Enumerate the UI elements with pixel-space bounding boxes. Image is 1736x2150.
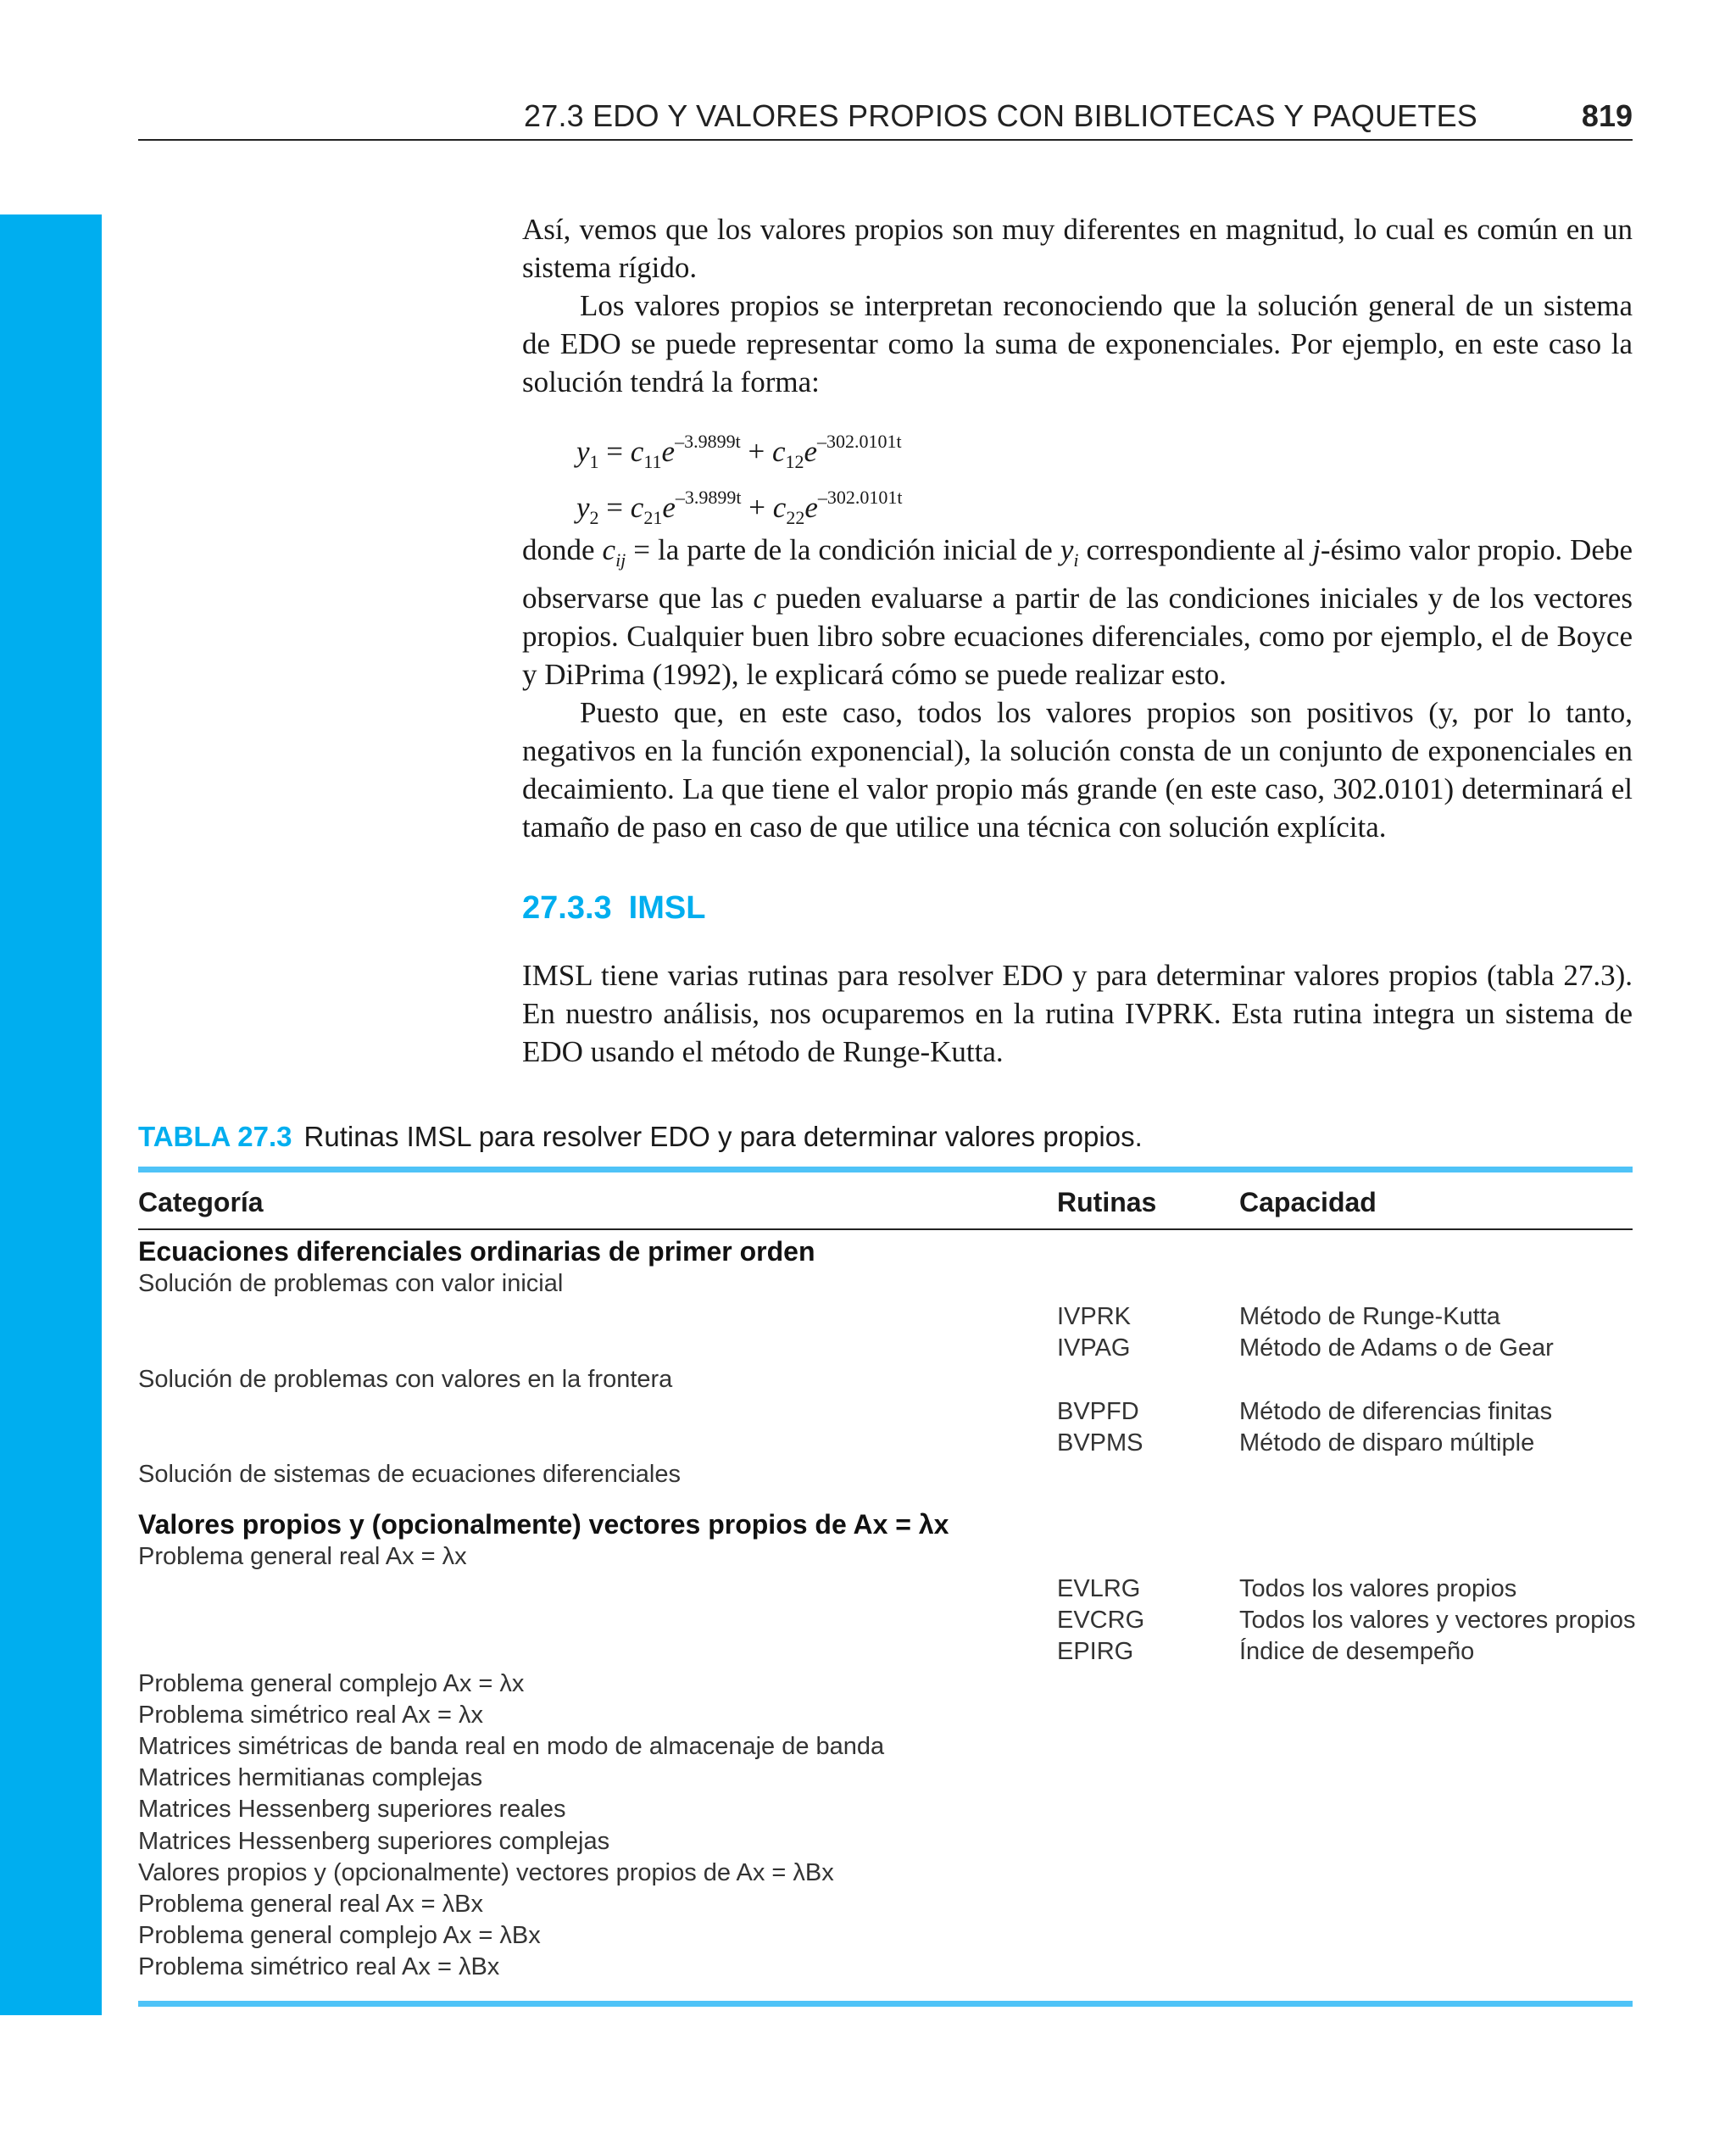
capability-cell: Método de Runge-Kutta bbox=[1239, 1303, 1500, 1330]
table-label: TABLA 27.3 bbox=[138, 1121, 292, 1152]
solution-equations bbox=[576, 424, 902, 536]
capability-cell: Método de disparo múltiple bbox=[1239, 1429, 1535, 1457]
paragraph-block-1 bbox=[522, 210, 1633, 401]
paragraph-2: Los valores propios se interpretan reconociendo que la solución general de un sistema de EDO se puede representar como la suma de exponenciales. Por ejemplo, en este caso la solución tendrá la forma: bbox=[522, 289, 1633, 398]
header-categoria: Categoría bbox=[138, 1187, 264, 1217]
table-row bbox=[138, 1303, 1633, 1334]
table-row bbox=[138, 1398, 1633, 1429]
paragraph-1: Así, vemos que los valores propios son muy diferentes en magnitud, lo cual es común en un sistema rígido. bbox=[522, 213, 1633, 284]
capability-cell: Todos los valores y vectores propios bbox=[1239, 1607, 1636, 1634]
paragraph-4: Puesto que, en este caso, todos los valores propios son positivos (y, por lo tanto, negativos en la función exponencial), la solución consta de un conjunto de exponenciales en decaimiento. La que tiene el valor propio más grande (en este caso, 302.0101) determinará el tamaño de paso en caso de que utilice una técnica con solución explícita. bbox=[522, 696, 1633, 844]
category-cell: Valores propios y (opcionalmente) vectores propios de Ax = λBx bbox=[138, 1859, 834, 1886]
paragraph-block-3 bbox=[522, 956, 1633, 1071]
paragraph-block-2 bbox=[522, 531, 1633, 846]
header-rutinas: Rutinas bbox=[1057, 1187, 1157, 1217]
category-cell: Ecuaciones diferenciales ordinarias de primer orden bbox=[138, 1236, 815, 1267]
routine-cell: BVPFD bbox=[1057, 1398, 1139, 1425]
table-row bbox=[138, 1891, 1633, 1922]
header-capacidad: Capacidad bbox=[1239, 1187, 1377, 1217]
category-cell: Problema simétrico real Ax = λBx bbox=[138, 1953, 500, 1980]
table-row bbox=[138, 1764, 1633, 1796]
table-row bbox=[138, 1859, 1633, 1891]
category-cell: Problema general complejo Ax = λx bbox=[138, 1670, 525, 1697]
side-accent-bar bbox=[0, 214, 102, 2015]
table-row bbox=[138, 1922, 1633, 1953]
page-number: 819 bbox=[1581, 98, 1633, 133]
routine-cell: IVPAG bbox=[1057, 1334, 1131, 1362]
table-caption bbox=[138, 1121, 1143, 1153]
table-caption-text: Rutinas IMSL para resolver EDO y para determinar valores propios. bbox=[303, 1121, 1143, 1152]
section-number: 27.3.3 bbox=[522, 890, 612, 926]
table-row bbox=[138, 1543, 1633, 1574]
running-title: 27.3 EDO Y VALORES PROPIOS CON BIBLIOTECAS Y PAQUETES bbox=[524, 98, 1478, 133]
table-row bbox=[138, 1828, 1633, 1859]
table-row bbox=[138, 1366, 1633, 1397]
section-heading bbox=[522, 890, 722, 927]
table-group-row bbox=[138, 1236, 1633, 1267]
table-row bbox=[138, 1638, 1633, 1669]
table-row bbox=[138, 1733, 1633, 1764]
category-cell: Matrices Hessenberg superiores complejas bbox=[138, 1828, 610, 1855]
table-bottom-rule bbox=[138, 2001, 1633, 2007]
table-row bbox=[138, 1702, 1633, 1733]
table-top-rule bbox=[138, 1167, 1633, 1172]
table-row bbox=[138, 1461, 1633, 1492]
routine-cell: EVLRG bbox=[1057, 1575, 1141, 1602]
routine-cell: IVPRK bbox=[1057, 1303, 1132, 1330]
equation-y2: $y_2 = c_{21}e^{-3.9899t} + c_{22}e^{-302.0101t}$ bbox=[576, 487, 903, 528]
section-title: IMSL bbox=[628, 890, 706, 926]
paragraph-5: IMSL tiene varias rutinas para resolver EDO y para determinar valores propios (tabla 27.3). En nuestro análisis, nos ocuparemos en la rutina IVPRK. Esta rutina integra un sistema de EDO usando el método de Runge-Kutta. bbox=[522, 959, 1633, 1068]
category-cell: Matrices hermitianas complejas bbox=[138, 1764, 483, 1791]
category-cell: Solución de problemas con valores en la frontera bbox=[138, 1366, 673, 1393]
table-group-row bbox=[138, 1509, 1633, 1540]
capability-cell: Índice de desempeño bbox=[1239, 1638, 1475, 1665]
routine-cell: BVPMS bbox=[1057, 1429, 1143, 1457]
category-cell: Problema simétrico real Ax = λx bbox=[138, 1702, 483, 1729]
running-header bbox=[138, 98, 1633, 141]
category-cell: Problema general real Ax = λBx bbox=[138, 1891, 484, 1918]
paragraph-3: donde $c_{ij}$ = la parte de la condición inicial de $y_i$ correspondiente al j-ésimo valor propio. Debe observarse que las c pueden evaluarse a partir de las condiciones iniciales y de los vectores propios. Cualquier buen libro sobre ecuaciones diferenciales, como por ejemplo, el de Boyce y DiPrima (1992), le explicará cómo se puede realizar esto. bbox=[522, 533, 1633, 691]
table-row bbox=[138, 1575, 1633, 1607]
table-header-rule bbox=[138, 1228, 1633, 1230]
category-cell: Matrices simétricas de banda real en modo de almacenaje de banda bbox=[138, 1733, 885, 1760]
routine-cell: EVCRG bbox=[1057, 1607, 1145, 1634]
table-row bbox=[138, 1670, 1633, 1702]
category-cell: Problema general real Ax = λx bbox=[138, 1543, 467, 1570]
category-cell: Matrices Hessenberg superiores reales bbox=[138, 1796, 566, 1823]
table-row bbox=[138, 1796, 1633, 1827]
equation-y1: $y_1 = c_{11}e^{-3.9899t} + c_{12}e^{-302.0101t}$ bbox=[576, 431, 902, 472]
category-cell: Solución de problemas con valor inicial bbox=[138, 1270, 564, 1297]
category-cell: Solución de sistemas de ecuaciones diferenciales bbox=[138, 1461, 681, 1488]
category-cell: Problema general complejo Ax = λBx bbox=[138, 1922, 541, 1949]
capability-cell: Método de Adams o de Gear bbox=[1239, 1334, 1554, 1362]
category-cell: Valores propios y (opcionalmente) vectores propios de Ax = λx bbox=[138, 1509, 949, 1540]
capability-cell: Todos los valores propios bbox=[1239, 1575, 1517, 1602]
table-row bbox=[138, 1334, 1633, 1366]
table-row bbox=[138, 1607, 1636, 1638]
routine-cell: EPIRG bbox=[1057, 1638, 1134, 1665]
table-row bbox=[138, 1270, 1633, 1301]
table-row bbox=[138, 1953, 1633, 1985]
capability-cell: Método de diferencias finitas bbox=[1239, 1398, 1553, 1425]
table-row bbox=[138, 1429, 1633, 1461]
